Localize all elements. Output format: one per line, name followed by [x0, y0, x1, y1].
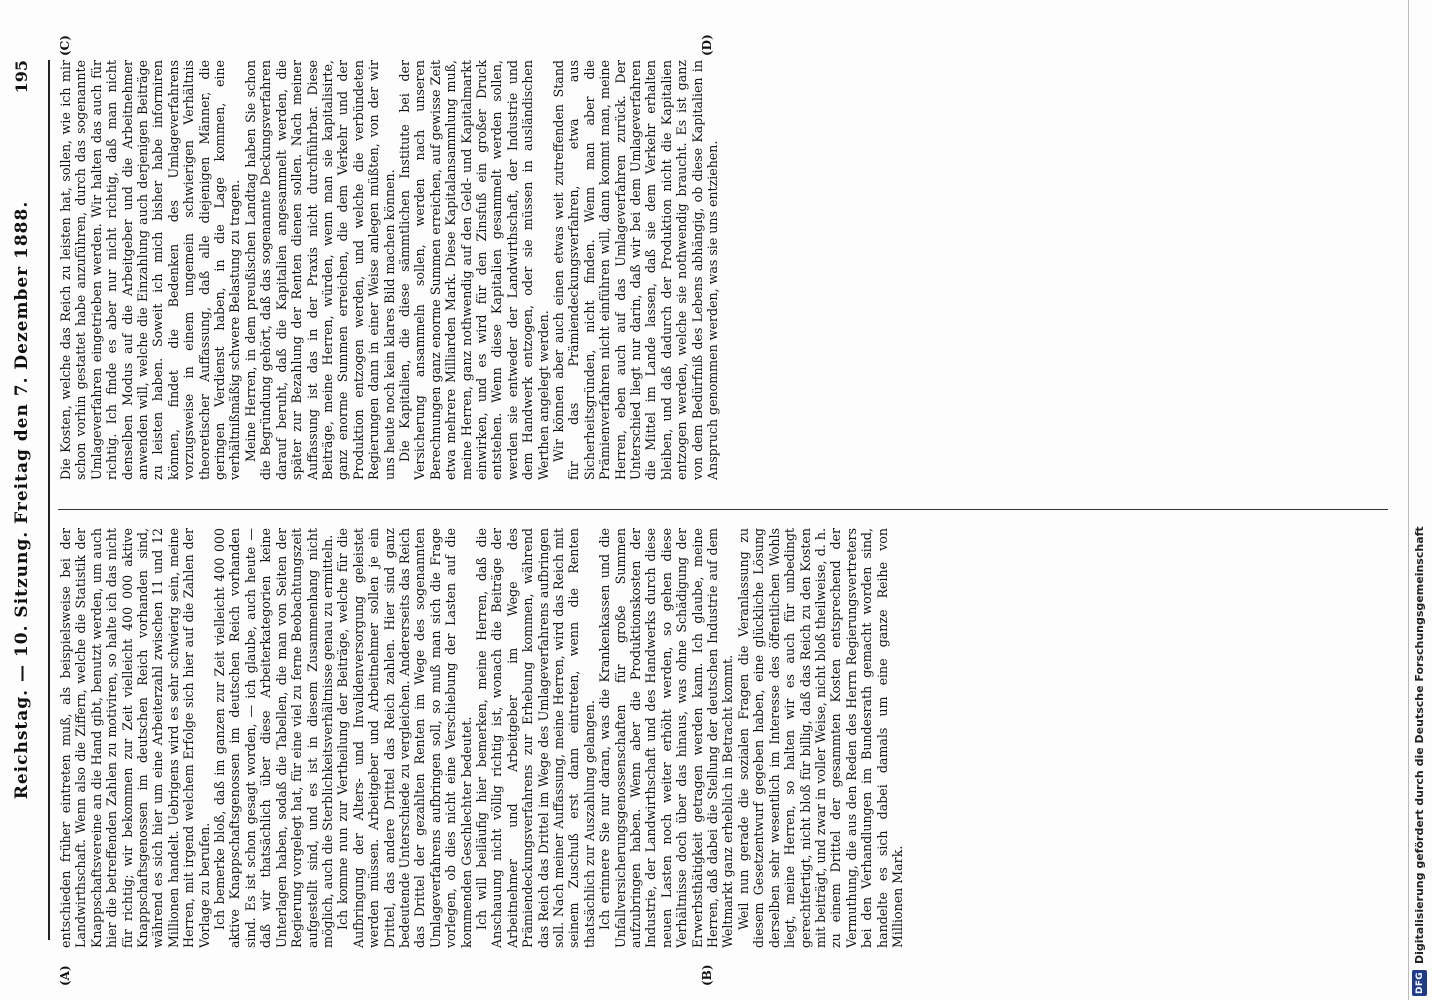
digitization-footer	[1408, 0, 1431, 1000]
paragraph: Ich erinnere Sie nur daran, was die Krankenkassen und die Unfallversicherungsgenossenschaften für große Summen aufzubringen haben. Wenn aber die Produktionskosten der Industrie, der Landwirthschaft und des Handwerks durch diese neuen Lasten noch weiter erhöht werden, so gehen diese Verhältnisse doch über das hinaus, was ohne Schädigung der Erwerbsthätigkeit getragen werden kann. Ich glaube, meine Herren, daß dabei die Stellung der deutschen Industrie auf dem Weltmarkt ganz erheblich in Betracht kommt.	[597, 528, 736, 948]
text-column-left	[58, 528, 1388, 948]
page-header	[8, 60, 50, 940]
running-title: Reichstag. — 10. Sitzung. Freitag den 7. Dezember 1888.	[12, 200, 32, 800]
paragraph: Ich komme nun zur Vertheilung der Beiträge, welche für die Aufbringung der Alters- und Invalidenversorgung geleistet werden müssen. Arbeitgeber und Arbeitnehmer sollen je ein Drittel, das andere Drittel das Reich zahlen. Hier sind ganz bedeutende Unterschiede zu vergleichen. Andererseits das Reich das Drittel der gezahlten Renten im Wege des sogenannten Umlageverfahrens aufbringen soll, so muß man sich die Frage vorlegen, ob dies nicht eine Verschiebung der Lasten auf die kommenden Geschlechter bedeutet.	[335, 528, 474, 948]
funding-notice: Digitalisierung gefördert durch die Deutsche Forschungsgemeinschaft	[1413, 526, 1426, 964]
margin-marker-c: (C)	[58, 35, 72, 56]
margin-marker-b: (B)	[700, 964, 714, 986]
text-column-right	[58, 60, 1388, 480]
page-number: 195	[12, 60, 31, 94]
paragraph: Die Kosten, welche das Reich zu leisten hat, sollen, wie ich mir schon vorhin gestattet habe anzuführen, durch das sogenannte Umlageverfahren eingetrieben werden. Wir halten das auch für richtig. Ich finde es aber nur nicht richtig, daß man nicht denselben Modus auf die Arbeitgeber und die Arbeitnehmer anwenden will, welche die Einzahlung auch derjenigen Beiträge zu leisten haben. Soweit ich mich bisher habe informiren können, findet die Bedenken des Umlageverfahrens vorzugsweise in einem ungemein schwierigen Verhältnis theoretischer Auffassung, daß alle diejenigen Männer, die geringen Verdienst haben, in die Lage kommen, eine verhältnißmäßig schwere Belastung zu tragen.	[58, 60, 243, 480]
paragraph: Wir können aber auch einen etwas weit zutreffenden Stand für das Prämiendeckungsverfahren, etwa aus Sicherheitsgründen, nicht finden. Wenn man aber die Prämienverfahren nicht einführen will, dann kommt man, meine Herren, eben auch auf das Umlageverfahren zurück. Der Unterschied liegt nur darin, daß wir bei dem Umlageverfahren die Mittel im Lande lassen, daß sie dem Verkehr erhalten bleiben, und daß dadurch der Produktion nicht die Kapitalien entzogen werden, welche sie nothwendig braucht. Es ist ganz von dem Bedürfniß des Lebens abhängig, ob diese Kapitalien in Anspruch genommen werden, was sie uns entziehen.	[551, 60, 721, 480]
paragraph: Ich will beiläufig hier bemerken, meine Herren, daß die Anschauung nicht völlig richtig ist, wonach die Beiträge der Arbeitnehmer und Arbeitgeber im Wege des Prämiendeckungsverfahrens zur Erhebung kommen, während das Reich das Drittel im Wege des Umlageverfahrens aufbringen soll. Nach meiner Auffassung, meine Herren, wird das Reich mit seinem Zuschuß erst dann eintreten, wenn die Renten thatsächlich zur Auszahlung gelangen.	[473, 528, 597, 948]
paragraph: Die Kapitalien, die diese sämmtlichen Institute bei der Versicherung ansammeln sollen, werden nach unseren Berechnungen ganz enorme Summen erreichen, auf gewisse Zeit etwa mehrere Milliarden Mark. Diese Kapitalansammlung muß, meine Herren, ganz nothwendig auf den Geld- und Kapitalmarkt einwirken, und es wird für den Zinsfuß ein großer Druck entstehen. Wenn diese Kapitalien gesammelt werden sollen, werden sie entweder der Landwirthschaft, der Industrie und dem Handwerk entzogen, oder sie müssen in ausländischen Werthen angelegt werden.	[396, 60, 551, 480]
paragraph: Meine Herren, in dem preußischen Landtag haben Sie schon die Begründung gehört, daß das sogenannte Deckungsverfahren darauf beruht, daß die Kapitalien angesammelt werden, die später zur Bezahlung der Renten dienen sollen. Nach meiner Auffassung ist das in der Praxis nicht durchführbar. Diese Beiträge, meine Herren, würden, wenn man sie kapitalisirte, ganz enorme Summen erreichen, die dem Verkehr und der Produktion entzogen werden, und welche die verbündeten Regierungen dann in einer Weise anlegen müßten, von der wir uns heute noch kein klares Bild machen können.	[242, 60, 397, 480]
paragraph: entschieden früher eintreten muß, als beispielsweise bei der Landwirthschaft. Wenn also die Ziffern, welche die Statistik der Knappschaftsvereine an die Hand gibt, benutzt werden, um auch hier die betreffenden Zahlen zu motiviren, so halte ich das nicht für richtig; wir bekommen zur Zeit vielleicht 400 000 aktive Knappschaftsgenossen im deutschen Reich vorhanden sind, während es sich hier um eine Arbeiterzahl zwischen 11 und 12 Millionen handelt. Uebrigens wird es sehr schwierig sein, meine Herren, mit irgend welchem Erfolge sich hier auf die Zahlen der Vorlage zu berufen.	[58, 528, 212, 948]
paragraph: Ich bemerke bloß, daß im ganzen zur Zeit vielleicht 400 000 aktive Knappschaftsgenossen im deutschen Reich vorhanden sind. Es ist schon gesagt worden, — ich glaube, auch heute — daß wir thatsächlich über diese Arbeiterkategorien keine Unterlagen haben, sodaß die Tabellen, die man von Seiten der Regierung vorgelegt hat, für eine viel zu ferne Beobachtungszeit aufgestellt sind, und es ist in diesem Zusammenhang nicht möglich, auch die Sterblichkeitsverhältnisse genau zu ermitteln.	[212, 528, 335, 948]
dfg-logo: DFG	[1412, 970, 1427, 996]
margin-marker-a: (A)	[58, 965, 72, 986]
paragraph: Weil nun gerade die sozialen Fragen die Veranlassung zu diesem Gesetzentwurf gegeben haben, eine glückliche Lösung derselben sehr wesentlich im Interesse des öffentlichen Wohls liegt, meine Herren, so halten wir es auch für unbedingt gerechtfertigt, nicht bloß für billig, daß das Reich zu den Kosten mit beiträgt, und zwar in voller Weise, nicht bloß theilweise, d. h. zu einem Drittel der gesammten Kosten entsprechend der Vermuthung, die aus den Reden des Herrn Regierungsvertreters bei den Verhandlungen im Bundesrath gemacht worden sind, handelte es sich dabei damals um eine ganze Reihe von Millionen Mark.	[735, 528, 905, 948]
margin-marker-d: (D)	[700, 34, 714, 56]
column-divider	[58, 509, 1388, 510]
